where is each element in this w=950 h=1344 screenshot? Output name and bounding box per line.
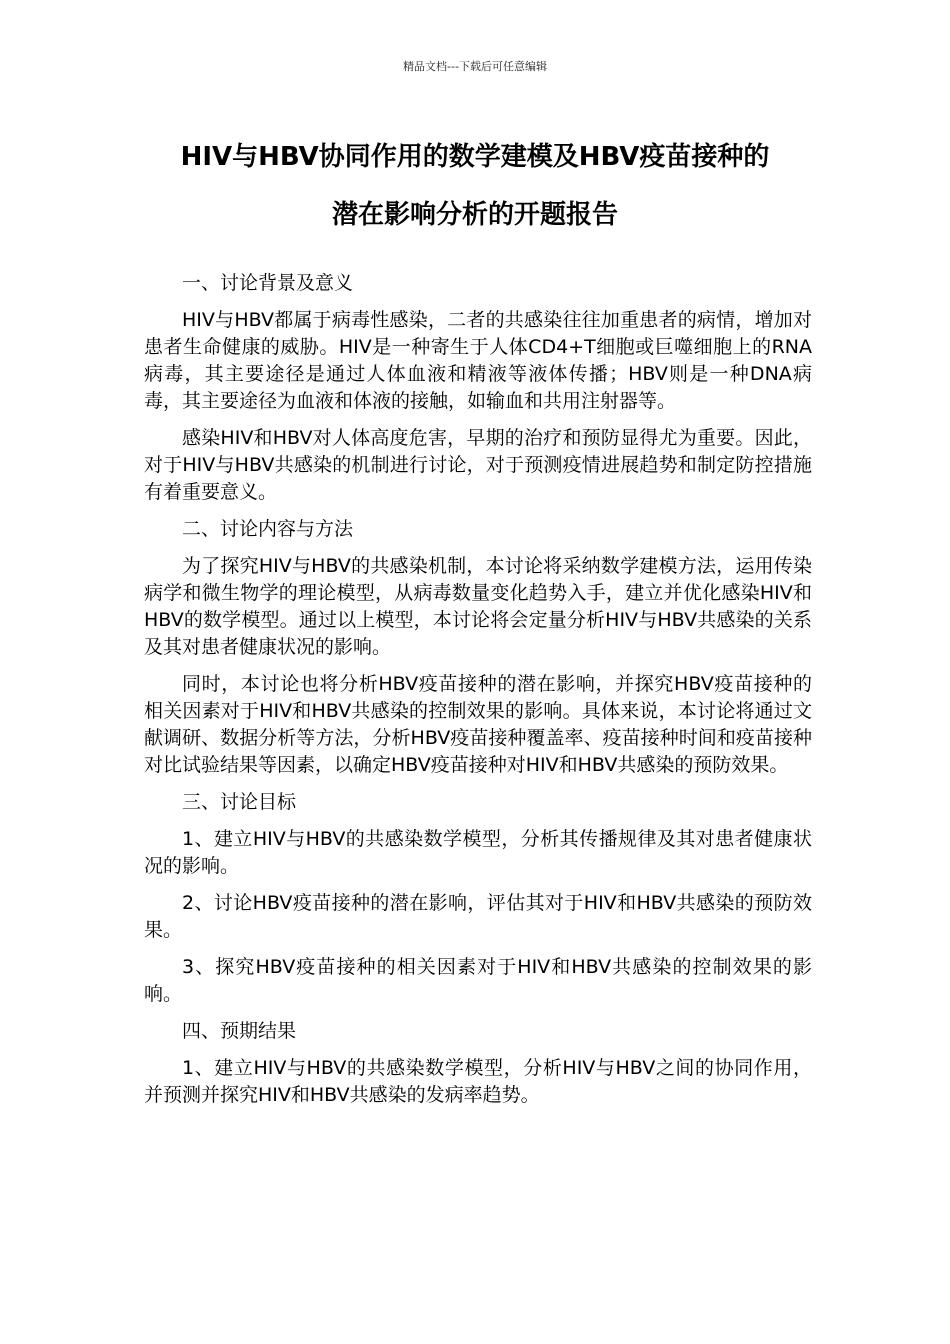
expected-result-item-1: 1、建立HIV与HBV的共感染数学模型，分析HIV与HBV之间的协同作用，并预测并探究HIV和HBV共感染的发病率趋势。 [144,1057,812,1106]
section-heading-background: 一、讨论背景及意义 [182,272,354,294]
paragraph-methods-1: 为了探究HIV与HBV的共感染机制，本讨论将采纳数学建模方法，运用传染病学和微生物学的理论模型，从病毒数量变化趋势入手，建立并优化感染HIV和HBV的数学模型。通过以上模型，本讨论将会定量分析HIV与HBV共感染的关系及其对患者健康状况的影响。 [144,555,812,658]
section-heading-expected-results: 四、预期结果 [182,1020,297,1042]
section-heading-content-methods: 二、讨论内容与方法 [182,518,354,540]
header-note: 精品文档---下载后可任意编辑 [403,60,547,73]
section-heading-objectives: 三、讨论目标 [182,791,297,813]
document-title-line-1: HIV与HBV协同作用的数学建模及HBV疫苗接种的 [180,142,770,172]
objective-item-2: 2、讨论HBV疫苗接种的潜在影响，评估其对于HIV和HBV共感染的预防效果。 [144,892,812,941]
objective-item-3: 3、探究HBV疫苗接种的相关因素对于HIV和HBV共感染的控制效果的影响。 [144,956,812,1005]
document-body [144,270,812,1119]
paragraph-background-2: 感染HIV和HBV对人体高度危害，早期的治疗和预防显得尤为重要。因此，对于HIV与HBV共感染的机制进行讨论，对于预测疫情进展趋势和制定防控措施有着重要意义。 [144,427,812,503]
paragraph-methods-2: 同时，本讨论也将分析HBV疫苗接种的潜在影响，并探究HBV疫苗接种的相关因素对于HIV和HBV共感染的控制效果的影响。具体来说，本讨论将通过文献调研、数据分析等方法，分析HBV疫苗接种覆盖率、疫苗接种时间和疫苗接种对比试验结果等因素，以确定HBV疫苗接种对HIV和HBV共感染的预防效果。 [144,673,812,776]
paragraph-background-1: HIV与HBV都属于病毒性感染，二者的共感染往往加重患者的病情，增加对患者生命健康的威胁。HIV是一种寄生于人体CD4+T细胞或巨噬细胞上的RNA病毒，其主要途径是通过人体血液和精液等液体传播；HBV则是一种DNA病毒，其主要途径为血液和体液的接触，如输血和共用注射器等。 [144,309,812,412]
document-title-line-2: 潜在影响分析的开题报告 [331,200,618,230]
objective-item-1: 1、建立HIV与HBV的共感染数学模型，分析其传播规律及其对患者健康状况的影响。 [144,828,812,877]
